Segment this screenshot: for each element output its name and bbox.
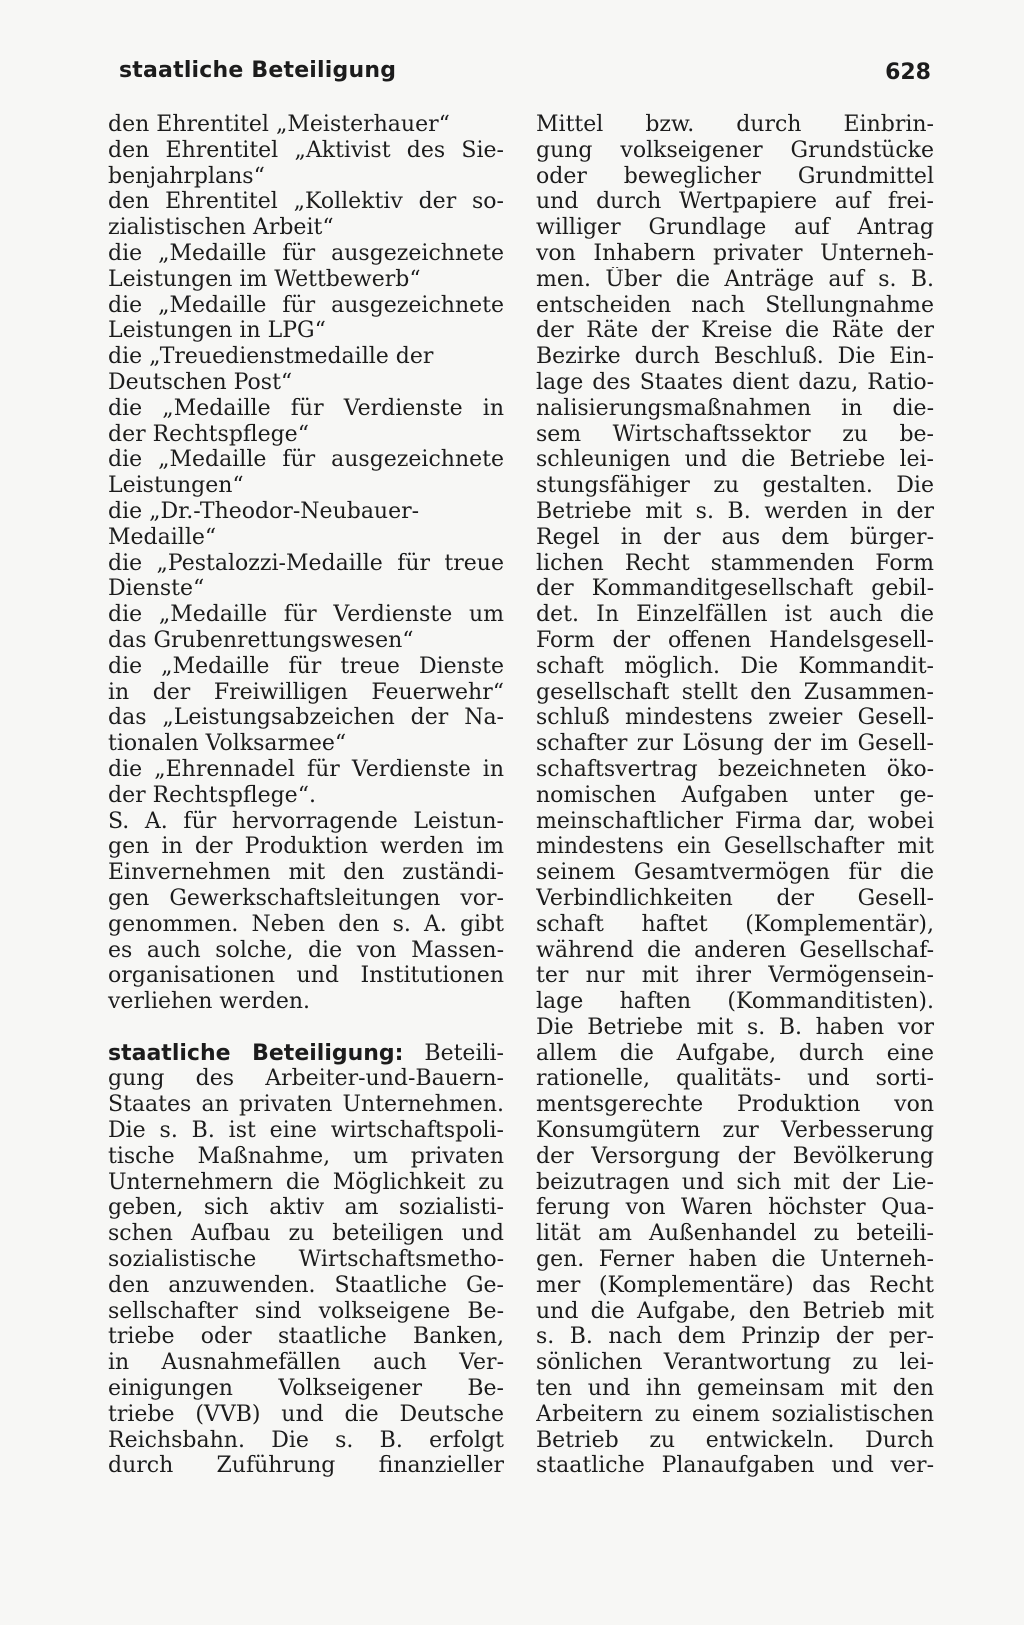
text-line: der Räte der Kreise die Räte der — [536, 318, 934, 344]
entry-first-line-rest: Beteili- — [424, 1040, 504, 1066]
text-line: Reichsbahn. Die s. B. erfolgt — [108, 1427, 504, 1453]
text-line: sozialistische Wirtschaftsmetho- — [108, 1247, 504, 1273]
entry-first-line — [108, 1041, 504, 1067]
page-number: 628 — [885, 60, 931, 85]
text-line: gung volkseigener Grundstücke — [536, 137, 934, 163]
text-line: meinschaftlicher Firma dar, wobei — [536, 808, 934, 834]
text-line: von Inhabern privater Unterneh- — [536, 240, 934, 266]
text-line: Leistungen im Wettbewerb“ — [108, 266, 421, 292]
text-line: der Rechtspflege“. — [108, 782, 316, 808]
text-line: Regel in der aus dem bürger- — [536, 524, 934, 550]
running-head: staatliche Beteiligung — [119, 58, 397, 83]
text-line: schen Aufbau zu beteiligen und — [108, 1221, 504, 1247]
text-line: triebe (VVB) und die Deutsche — [108, 1401, 504, 1427]
text-line: Medaille“ — [108, 524, 217, 550]
text-line: nomischen Aufgaben unter ge- — [536, 782, 934, 808]
text-line: men. Über die Anträge auf s. B. — [536, 266, 934, 292]
text-line: lage haften (Kommanditisten). — [536, 989, 934, 1015]
text-line: Betriebe mit s. B. werden in der — [536, 498, 934, 524]
text-line: mindestens ein Gesellschafter mit — [536, 834, 934, 860]
dictionary-entry — [108, 1041, 504, 1480]
text-line: verliehen werden. — [108, 989, 311, 1015]
text-line: die „Medaille für treue Dienste — [108, 653, 504, 679]
entry-headword: staatliche Beteiligung: — [108, 1040, 404, 1066]
text-line: gen. Ferner haben die Unterneh- — [536, 1247, 934, 1273]
text-line: in der Freiwilligen Feuerwehr“ — [108, 679, 504, 705]
text-line: Unternehmern die Möglichkeit zu — [108, 1169, 504, 1195]
text-line: die „Medaille für ausgezeichnete — [108, 292, 504, 318]
text-line: den Ehrentitel „Aktivist des Sie- — [108, 137, 504, 163]
text-line: Betrieb zu entwickeln. Durch — [536, 1427, 934, 1453]
text-line: die „Treuedienstmedaille der — [108, 344, 434, 370]
text-line: gung des Arbeiter-und-Bauern- — [108, 1066, 504, 1092]
text-line: triebe oder staatliche Banken, — [108, 1324, 504, 1350]
text-line: lage des Staates dient dazu, Ratio- — [536, 369, 934, 395]
text-line: Deutschen Post“ — [108, 369, 293, 395]
text-line: sem Wirtschaftssektor zu be- — [536, 421, 934, 447]
text-line: die „Ehrennadel für Verdienste in — [108, 756, 504, 782]
text-line: durch Zuführung finanzieller — [108, 1453, 504, 1479]
text-line: staatliche Planaufgaben und ver- — [536, 1453, 934, 1479]
text-line: lität am Außenhandel zu beteili- — [536, 1221, 934, 1247]
text-line: organisationen und Institutionen — [108, 963, 504, 989]
text-line: gen in der Produktion werden im — [108, 834, 504, 860]
text-line: zialistischen Arbeit“ — [108, 215, 334, 241]
text-line: Staates an privaten Unternehmen. — [108, 1092, 504, 1118]
text-line: die „Medaille für ausgezeichnete — [108, 240, 504, 266]
text-line: s. B. nach dem Prinzip der per- — [536, 1324, 934, 1350]
text-line: stungsfähiger zu gestalten. Die — [536, 473, 934, 499]
text-line: ferung von Waren höchster Qua- — [536, 1195, 934, 1221]
text-line: Mittel bzw. durch Einbrin- — [536, 112, 934, 137]
text-line: allem die Aufgabe, durch eine — [536, 1040, 934, 1066]
text-line: seinem Gesamtvermögen für die — [536, 860, 934, 886]
text-line: beizutragen und sich mit der Lie- — [536, 1169, 934, 1195]
text-line: gen Gewerkschaftsleitungen vor- — [108, 885, 504, 911]
text-line: det. In Einzelfällen ist auch die — [536, 602, 934, 628]
text-line: den anzuwenden. Staatliche Ge- — [108, 1272, 504, 1298]
text-line: lichen Recht stammenden Form — [536, 550, 934, 576]
text-line: genommen. Neben den s. A. gibt — [108, 911, 504, 937]
text-line: Leistungen“ — [108, 473, 244, 499]
text-line: ten und ihn gemeinsam mit den — [536, 1376, 934, 1402]
text-line: nalisierungsmaßnahmen in die- — [536, 395, 934, 421]
text-line: Einvernehmen mit den zuständi- — [108, 860, 504, 886]
text-line: S. A. für hervorragende Leistun- — [108, 808, 504, 834]
text-line: sellschafter sind volkseigene Be- — [108, 1298, 504, 1324]
entry-body — [108, 1066, 504, 1479]
text-line: einigungen Volkseigener Be- — [108, 1376, 504, 1402]
text-line: das Grubenrettungswesen“ — [108, 627, 414, 653]
text-line: der Versorgung der Bevölkerung — [536, 1143, 934, 1169]
text-line: die „Medaille für ausgezeichnete — [108, 447, 504, 473]
text-line: benjahrplans“ — [108, 163, 265, 189]
text-line: den Ehrentitel „Meisterhauer“ — [108, 112, 450, 137]
text-line: Form der offenen Handelsgesell- — [536, 627, 934, 653]
text-line: die „Pestalozzi-Medaille für treue — [108, 550, 504, 576]
text-line: sönlichen Verantwortung zu lei- — [536, 1350, 934, 1376]
text-line: die „Medaille für Verdienste in — [108, 395, 504, 421]
text-line: rationelle, qualitäts- und sorti- — [536, 1066, 934, 1092]
text-line: gesellschaft stellt den Zusammen- — [536, 679, 934, 705]
text-line: Bezirke durch Beschluß. Die Ein- — [536, 344, 934, 370]
right-column — [536, 112, 934, 1479]
text-line: mer (Komplementäre) das Recht — [536, 1272, 934, 1298]
text-line: oder beweglicher Grundmittel — [536, 163, 934, 189]
text-line: die „Medaille für Verdienste um — [108, 602, 504, 628]
text-line: schluß mindestens zweier Gesell- — [536, 705, 934, 731]
text-line: Konsumgütern zur Verbesserung — [536, 1118, 934, 1144]
text-line: das „Leistungsabzeichen der Na- — [108, 705, 504, 731]
text-line: geben, sich aktiv am sozialisti- — [108, 1195, 504, 1221]
text-line: in Ausnahmefällen auch Ver- — [108, 1350, 504, 1376]
text-line: Dienste“ — [108, 576, 205, 602]
text-line: der Rechtspflege“ — [108, 421, 309, 447]
text-line: schleunigen und die Betriebe lei- — [536, 447, 934, 473]
text-line: tionalen Volksarmee“ — [108, 731, 347, 757]
text-line: mentsgerechte Produktion von — [536, 1092, 934, 1118]
text-line: tische Maßnahme, um privaten — [108, 1143, 504, 1169]
text-line: der Kommanditgesellschaft gebil- — [536, 576, 934, 602]
paragraph-gap — [108, 1015, 504, 1041]
text-line: den Ehrentitel „Kollektiv der so- — [108, 189, 504, 215]
text-line: es auch solche, die von Massen- — [108, 937, 504, 963]
text-line: und durch Wertpapiere auf frei- — [536, 189, 934, 215]
text-line: schaft möglich. Die Kommandit- — [536, 653, 934, 679]
text-line: und die Aufgabe, den Betrieb mit — [536, 1298, 934, 1324]
text-line: schafter zur Lösung der im Gesell- — [536, 731, 934, 757]
award-list — [108, 112, 504, 1015]
text-line: Die Betriebe mit s. B. haben vor — [536, 1014, 934, 1040]
text-line: während die anderen Gesellschaf- — [536, 937, 934, 963]
text-line: Die s. B. ist eine wirtschaftspoli- — [108, 1118, 504, 1144]
text-line: Arbeitern zu einem sozialistischen — [536, 1401, 934, 1427]
text-line: ter nur mit ihrer Vermögensein- — [536, 963, 934, 989]
text-line: Verbindlichkeiten der Gesell- — [536, 885, 934, 911]
text-line: die „Dr.-Theodor-Neubauer- — [108, 498, 420, 524]
text-line: Leistungen in LPG“ — [108, 318, 326, 344]
left-column — [108, 112, 504, 1479]
text-line: schaftsvertrag bezeichneten öko- — [536, 756, 934, 782]
text-line: schaft haftet (Komplementär), — [536, 911, 934, 937]
text-line: williger Grundlage auf Antrag — [536, 215, 934, 241]
text-line: entscheiden nach Stellungnahme — [536, 292, 934, 318]
